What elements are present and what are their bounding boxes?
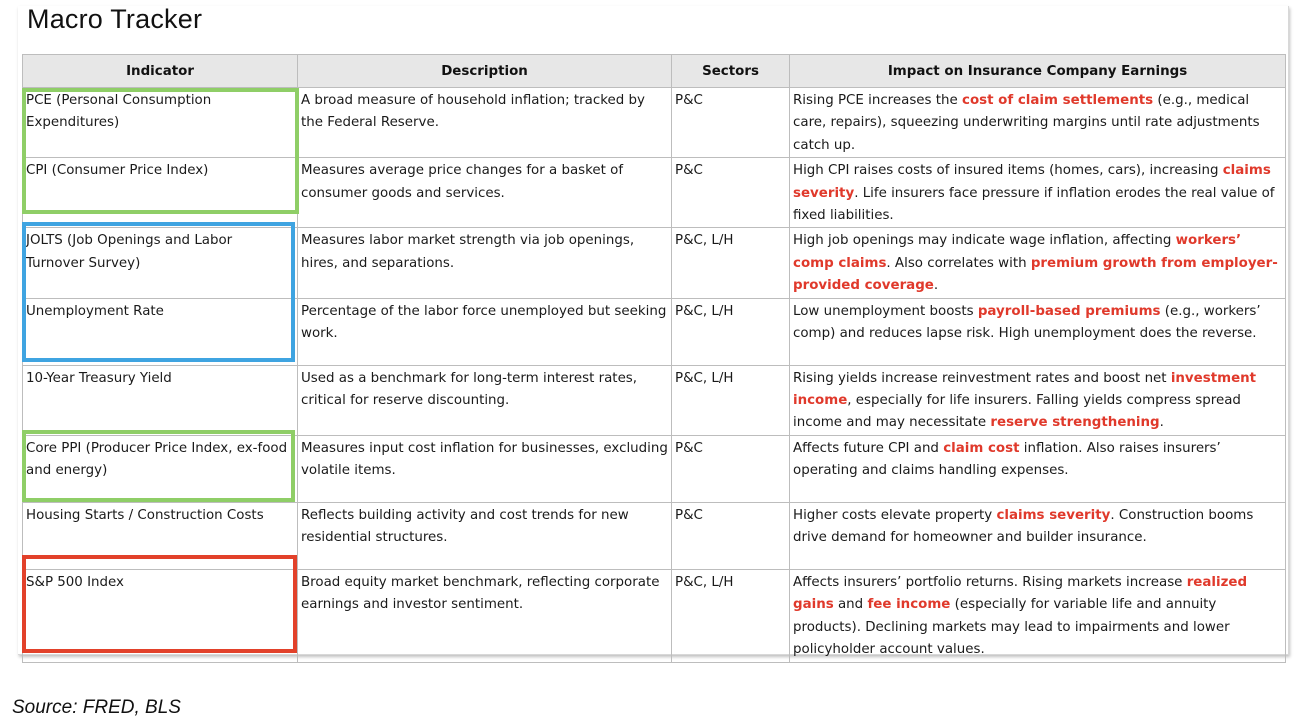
indicator-cell: CPI (Consumer Price Index): [23, 158, 298, 228]
sectors-cell: P&C: [672, 435, 790, 502]
impact-highlight-text: workers’ comp claims: [793, 233, 1242, 271]
impact-text: Affects insurers’ portfolio returns. Rising markets increase: [793, 574, 1187, 590]
impact-highlight-text: payroll-based premiums: [977, 303, 1161, 319]
impact-text: Rising PCE increases the: [793, 93, 963, 108]
indicator-cell: 10-Year Treasury Yield: [23, 365, 298, 435]
impact-text: High job openings may indicate wage inflation, affecting: [793, 233, 1176, 249]
impact-cell: [790, 228, 1286, 298]
impact-text: . Also correlates with: [886, 255, 1031, 271]
header-indicator: Indicator: [23, 55, 298, 88]
impact-highlight-text: claim cost: [943, 440, 1020, 456]
source-note: Source: FRED, BLS: [12, 697, 181, 718]
impact-text: . Life insurers face pressure if inflation erodes the real value of fixed liabilities.: [793, 185, 1275, 224]
impact-text: .: [933, 278, 939, 294]
indicator-cell: PCE (Personal Consumption Expenditures): [23, 88, 298, 158]
impact-text: Low unemployment boosts: [793, 303, 978, 319]
sectors-cell: P&C, L/H: [672, 228, 790, 298]
impact-text: .: [1159, 415, 1164, 431]
description-cell: A broad measure of household inflation; tracked by the Federal Reserve.: [298, 88, 672, 158]
impact-highlight-text: claims severity: [793, 163, 1271, 201]
sectors-cell: P&C: [672, 502, 790, 569]
description-cell: Measures input cost inflation for businesses, excluding volatile items.: [298, 435, 672, 502]
impact-text: . Construction booms drive demand for homeowner and builder insurance.: [793, 507, 1254, 546]
sectors-cell: P&C, L/H: [672, 298, 790, 365]
description-cell: Used as a benchmark for long-term interest rates, critical for reserve discounting.: [298, 365, 672, 435]
impact-text: Rising yields increase reinvestment rates and boost net: [793, 370, 1171, 386]
header-description: Description: [298, 55, 672, 88]
impact-cell: [790, 435, 1286, 502]
header-impact: Impact on Insurance Company Earnings: [790, 55, 1286, 88]
impact-highlight-text: claims severity: [996, 507, 1111, 523]
impact-highlight-text: reserve strengthening: [990, 415, 1160, 431]
indicator-cell: Housing Starts / Construction Costs: [23, 502, 298, 569]
indicator-cell: Unemployment Rate: [23, 298, 298, 365]
impact-text: Affects future CPI and: [793, 440, 944, 456]
impact-cell: [790, 298, 1286, 365]
impact-text: , especially for life insurers. Falling yields compress spread income and may necessitate: [793, 393, 1241, 431]
impact-cell: [790, 158, 1286, 228]
table-row: [23, 502, 1286, 569]
description-cell: Percentage of the labor force unemployed but seeking work.: [298, 298, 672, 365]
table-body: [23, 88, 1286, 663]
impact-highlight-text: fee income: [867, 597, 951, 613]
table-row: [23, 228, 1286, 298]
impact-text: (e.g., workers’ comp) and reduces lapse risk. High unemployment does the reverse.: [793, 303, 1261, 342]
sectors-cell: P&C, L/H: [672, 365, 790, 435]
impact-cell: [790, 569, 1286, 662]
indicator-cell: Core PPI (Producer Price Index, ex-food and energy): [23, 435, 298, 502]
impact-cell: [790, 502, 1286, 569]
impact-text: Higher costs elevate property: [793, 507, 997, 523]
table-row: [23, 158, 1286, 228]
impact-text: and: [833, 597, 868, 613]
sectors-cell: P&C: [672, 158, 790, 228]
impact-highlight-text: cost of claim settlements: [962, 93, 1154, 108]
table-header-row: [23, 55, 1286, 88]
impact-text: (especially for variable life and annuity products). Declining markets may lead to impairments and lower policyholder account values.: [793, 597, 1230, 658]
impact-text: inflation. Also raises insurers’ operating and claims handling expenses.: [793, 440, 1221, 479]
impact-cell: [790, 365, 1286, 435]
indicator-cell: S&P 500 Index: [23, 569, 298, 662]
description-cell: Measures average price changes for a basket of consumer goods and services.: [298, 158, 672, 228]
impact-highlight-text: premium growth from employer-provided coverage: [793, 255, 1278, 294]
description-cell: Measures labor market strength via job openings, hires, and separations.: [298, 228, 672, 298]
table-row: [23, 569, 1286, 662]
table-row: [23, 365, 1286, 435]
table-row: [23, 435, 1286, 502]
impact-text: High CPI raises costs of insured items (homes, cars), increasing: [793, 163, 1223, 179]
description-cell: Broad equity market benchmark, reflecting corporate earnings and investor sentiment.: [298, 569, 672, 662]
header-sectors: Sectors: [672, 55, 790, 88]
impact-text: (e.g., medical care, repairs), squeezing underwriting margins until rate adjustments catch up.: [793, 93, 1260, 153]
table-row: [23, 298, 1286, 365]
table-row: [23, 88, 1286, 158]
sectors-cell: P&C, L/H: [672, 569, 790, 662]
indicator-cell: JOLTS (Job Openings and Labor Turnover Survey): [23, 228, 298, 298]
sectors-cell: P&C: [672, 88, 790, 158]
impact-highlight-text: investment income: [793, 370, 1257, 409]
description-cell: Reflects building activity and cost trends for new residential structures.: [298, 502, 672, 569]
page-title: Macro Tracker: [27, 4, 203, 34]
impact-cell: [790, 88, 1286, 158]
macro-table: [22, 54, 1286, 663]
impact-highlight-text: realized gains: [793, 574, 1248, 613]
